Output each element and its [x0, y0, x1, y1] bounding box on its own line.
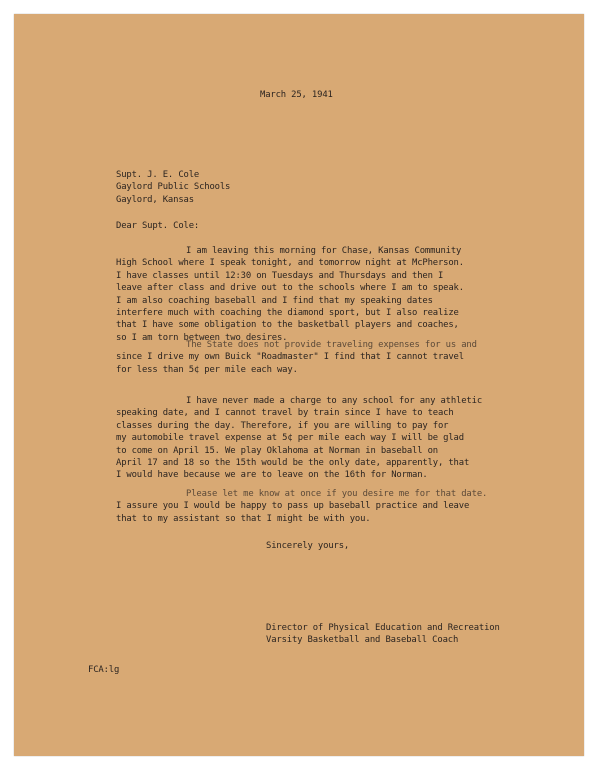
recipient-name: Supt. J. E. Cole [116, 170, 200, 180]
paragraph-line: I have classes until 12:30 on Tuesdays and Thursdays and then I [116, 270, 444, 281]
paragraph-line: speaking date, and I cannot travel by train since I have to teach [116, 408, 454, 419]
paragraph-line: since I drive my own Buick "Roadmaster" I find that I cannot travel [116, 352, 464, 363]
body-paragraph-2 [116, 339, 477, 376]
paragraph-line: that to my assistant so that I might be with you. [116, 513, 371, 524]
paragraph-line: interfere much with coaching the diamond sport, but I also realize [116, 308, 459, 319]
recipient-address [116, 169, 230, 206]
paragraph-line: I assure you I would be happy to pass up baseball practice and leave [116, 501, 470, 512]
complimentary-closing: Sincerely yours, [266, 541, 350, 551]
paragraph-line: so I am torn between two desires. [116, 332, 288, 343]
salutation: Dear Supt. Cole: [116, 221, 200, 231]
body-paragraph-1 [116, 245, 464, 344]
paragraph-line: I have never made a charge to any school for any athletic [186, 396, 483, 406]
paragraph-line: I am also coaching baseball and I find that my speaking dates [116, 295, 433, 306]
body-paragraph-4 [116, 488, 487, 525]
paragraph-line: High School where I speak tonight, and tomorrow night at McPherson. [116, 258, 464, 269]
paragraph-line: The State does not provide traveling expenses for us and [186, 340, 477, 350]
paragraph-line: classes during the day. Therefore, if you are willing to pay for [116, 420, 449, 431]
paragraph-line: April 17 and 18 so the 15th would be the only date, apparently, that [116, 458, 470, 469]
paragraph-line: I am leaving this morning for Chase, Kansas Community [186, 246, 462, 256]
letter-date: March 25, 1941 [260, 90, 333, 100]
body-paragraph-3 [116, 395, 482, 482]
signer-title-1: Director of Physical Education and Recreation [266, 623, 500, 633]
paragraph-line: Please let me know at once if you desire me for that date. [186, 489, 488, 499]
paragraph-line: to come on April 15. We play Oklahoma at Norman in baseball on [116, 445, 438, 456]
paragraph-line: that I have some obligation to the basketball players and coaches, [116, 320, 459, 331]
letter-page [14, 14, 584, 756]
paragraph-line: for less than 5¢ per mile each way. [116, 364, 298, 375]
paragraph-line: leave after class and drive out to the schools where I am to speak. [116, 283, 464, 294]
paragraph-line: I would have because we are to leave on the 16th for Norman. [116, 470, 428, 481]
signature-block [266, 622, 500, 647]
signer-title-2: Varsity Basketball and Baseball Coach [266, 635, 459, 646]
paragraph-line: my automobile travel expense at 5¢ per mile each way I will be glad [116, 433, 464, 444]
reference-initials: FCA:lg [88, 665, 120, 675]
recipient-location: Gaylord, Kansas [116, 194, 194, 205]
recipient-organization: Gaylord Public Schools [116, 182, 231, 193]
